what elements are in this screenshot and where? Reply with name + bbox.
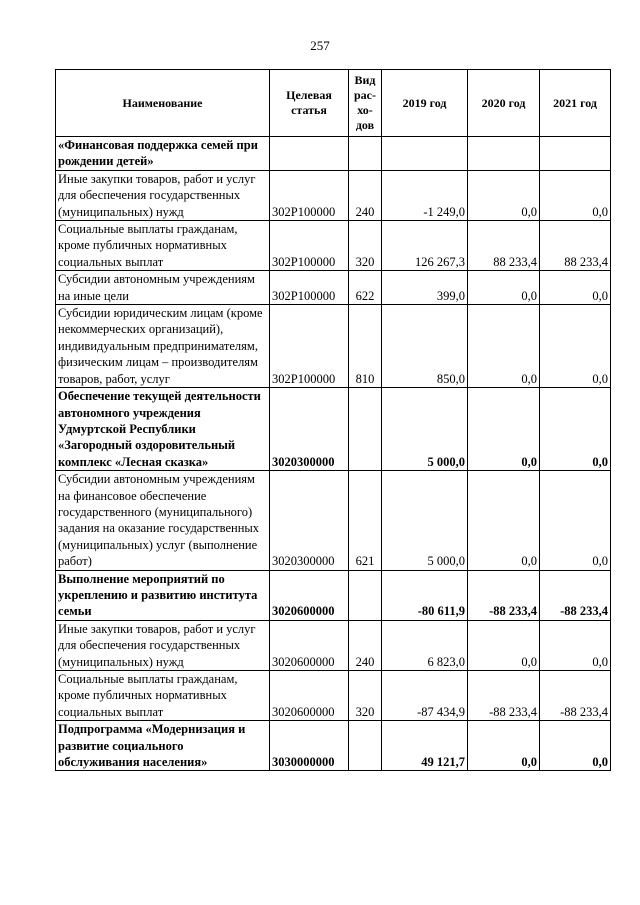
row-amount-2021: 0,0 (540, 170, 611, 220)
row-target-code (270, 137, 349, 171)
header-2019: 2019 год (382, 70, 468, 137)
row-amount-2021: 0,0 (540, 620, 611, 670)
row-amount-2019: -80 611,9 (382, 570, 468, 620)
table-row (56, 671, 611, 721)
table-row (56, 721, 611, 771)
row-expense-type: 240 (349, 620, 382, 670)
row-amount-2021: 0,0 (540, 721, 611, 771)
row-target-code: 3020600000 (270, 671, 349, 721)
row-name: Субсидии юридическим лицам (кроме некоммерческих организаций), индивидуальным предпринимателям, физическим лицам – производителям товаров, работ, услуг (56, 305, 270, 388)
table-row (56, 388, 611, 471)
row-amount-2019: 126 267,3 (382, 221, 468, 271)
row-target-code: 3030000000 (270, 721, 349, 771)
row-expense-type: 622 (349, 271, 382, 305)
header-2021: 2021 год (540, 70, 611, 137)
table-header-row (56, 70, 611, 137)
row-name: «Финансовая поддержка семей при рождении детей» (56, 137, 270, 171)
row-amount-2019: 5 000,0 (382, 388, 468, 471)
row-amount-2020: 0,0 (468, 471, 540, 570)
header-name: Наименование (56, 70, 270, 137)
row-amount-2020: 0,0 (468, 721, 540, 771)
row-expense-type: 621 (349, 471, 382, 570)
table-row (56, 137, 611, 171)
row-amount-2021: 88 233,4 (540, 221, 611, 271)
row-amount-2019: 399,0 (382, 271, 468, 305)
row-expense-type: 240 (349, 170, 382, 220)
row-name: Иные закупки товаров, работ и услуг для обеспечения государственных (муниципальных) нужд (56, 620, 270, 670)
row-name: Выполнение мероприятий по укреплению и развитию института семьи (56, 570, 270, 620)
row-amount-2019: -87 434,9 (382, 671, 468, 721)
row-target-code: 3020600000 (270, 620, 349, 670)
header-2020: 2020 год (468, 70, 540, 137)
row-target-code: 3020600000 (270, 570, 349, 620)
table-row (56, 221, 611, 271)
table-row (56, 620, 611, 670)
row-amount-2019: -1 249,0 (382, 170, 468, 220)
row-name: Подпрограмма «Модернизация и развитие социального обслуживания населения» (56, 721, 270, 771)
row-amount-2019: 49 121,7 (382, 721, 468, 771)
row-target-code: 302P100000 (270, 305, 349, 388)
row-amount-2019 (382, 137, 468, 171)
row-amount-2020: -88 233,4 (468, 570, 540, 620)
row-name: Обеспечение текущей деятельности автономного учреждения Удмуртской Республики «Загородный оздоровительный комплекс «Лесная сказка» (56, 388, 270, 471)
row-amount-2021: -88 233,4 (540, 570, 611, 620)
row-expense-type: 810 (349, 305, 382, 388)
row-amount-2020: -88 233,4 (468, 671, 540, 721)
table-row (56, 471, 611, 570)
table-row (56, 305, 611, 388)
row-name: Иные закупки товаров, работ и услуг для обеспечения государственных (муниципальных) нужд (56, 170, 270, 220)
row-expense-type: 320 (349, 221, 382, 271)
row-target-code: 3020300000 (270, 388, 349, 471)
row-expense-type (349, 570, 382, 620)
row-amount-2021: -88 233,4 (540, 671, 611, 721)
row-name: Социальные выплаты гражданам, кроме публичных нормативных социальных выплат (56, 671, 270, 721)
row-expense-type (349, 721, 382, 771)
table-row (56, 271, 611, 305)
row-amount-2020: 0,0 (468, 305, 540, 388)
row-amount-2021 (540, 137, 611, 171)
row-amount-2020 (468, 137, 540, 171)
row-amount-2019: 6 823,0 (382, 620, 468, 670)
row-expense-type (349, 137, 382, 171)
row-amount-2021: 0,0 (540, 471, 611, 570)
header-target: Целевая статья (270, 70, 349, 137)
budget-table (55, 69, 611, 771)
table-row (56, 170, 611, 220)
row-amount-2020: 0,0 (468, 170, 540, 220)
row-name: Субсидии автономным учреждениям на иные цели (56, 271, 270, 305)
row-amount-2019: 5 000,0 (382, 471, 468, 570)
row-expense-type (349, 388, 382, 471)
row-amount-2021: 0,0 (540, 271, 611, 305)
header-type: Вид рас- хо- дов (349, 70, 382, 137)
row-target-code: 302P100000 (270, 271, 349, 305)
row-amount-2021: 0,0 (540, 388, 611, 471)
row-expense-type: 320 (349, 671, 382, 721)
row-target-code: 302P100000 (270, 170, 349, 220)
page-number: 257 (310, 38, 330, 53)
table-row (56, 570, 611, 620)
row-target-code: 3020300000 (270, 471, 349, 570)
row-target-code: 302P100000 (270, 221, 349, 271)
row-name: Субсидии автономным учреждениям на финансовое обеспечение государственного (муниципального) задания на оказание государственных (муниципальных) услуг (выполнение работ) (56, 471, 270, 570)
row-amount-2020: 88 233,4 (468, 221, 540, 271)
row-amount-2019: 850,0 (382, 305, 468, 388)
row-name: Социальные выплаты гражданам, кроме публичных нормативных социальных выплат (56, 221, 270, 271)
row-amount-2020: 0,0 (468, 271, 540, 305)
row-amount-2021: 0,0 (540, 305, 611, 388)
row-amount-2020: 0,0 (468, 388, 540, 471)
row-amount-2020: 0,0 (468, 620, 540, 670)
